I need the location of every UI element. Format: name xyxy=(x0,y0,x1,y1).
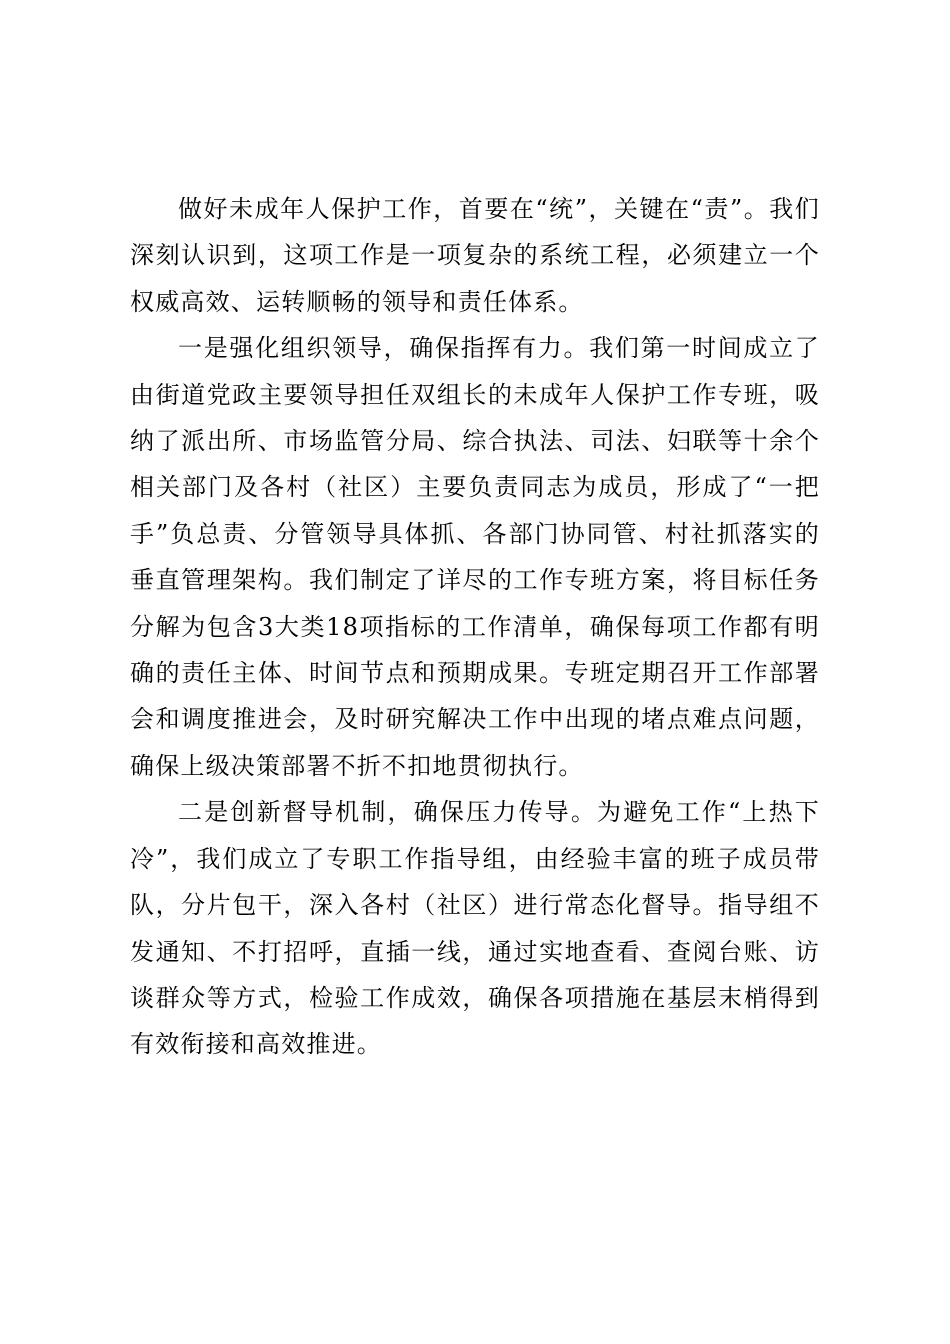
document-body xyxy=(130,186,820,1068)
paragraph-intro: 做好未成年人保护工作，首要在“统”，关键在“责”。我们深刻认识到，这项工作是一项复杂的系统工程，必须建立一个权威高效、运转顺畅的领导和责任体系。 xyxy=(130,195,820,316)
paragraph-supervision-mechanism: 二是创新督导机制，确保压力传导。为避免工作“上热下冷”，我们成立了专职工作指导组，由经验丰富的班子成员带队，分片包干，深入各村（社区）进行常态化督导。指导组不发通知、不打招呼，直插一线，通过实地查看、查阅台账、访谈群众等方式，检验工作成效，确保各项措施在基层末梢得到有效衔接和高效推进。 xyxy=(130,798,820,1059)
paragraph-organization-leadership: 一是强化组织领导，确保指挥有力。我们第一时间成立了由街道党政主要领导担任双组长的未成年人保护工作专班，吸纳了派出所、市场监管分局、综合执法、司法、妇联等十余个相关部门及各村（社区）主要负责同志为成员，形成了“一把手”负总责、分管领导具体抓、各部门协同管、村社抓落实的垂直管理架构。我们制定了详尽的工作专班方案，将目标任务分解为包含3大类18项指标的工作清单，确保每项工作都有明确的责任主体、时间节点和预期成果。专班定期召开工作部署会和调度推进会，及时研究解决工作中出现的堵点难点问题，确保上级决策部署不折不扣地贯彻执行。 xyxy=(130,334,820,780)
